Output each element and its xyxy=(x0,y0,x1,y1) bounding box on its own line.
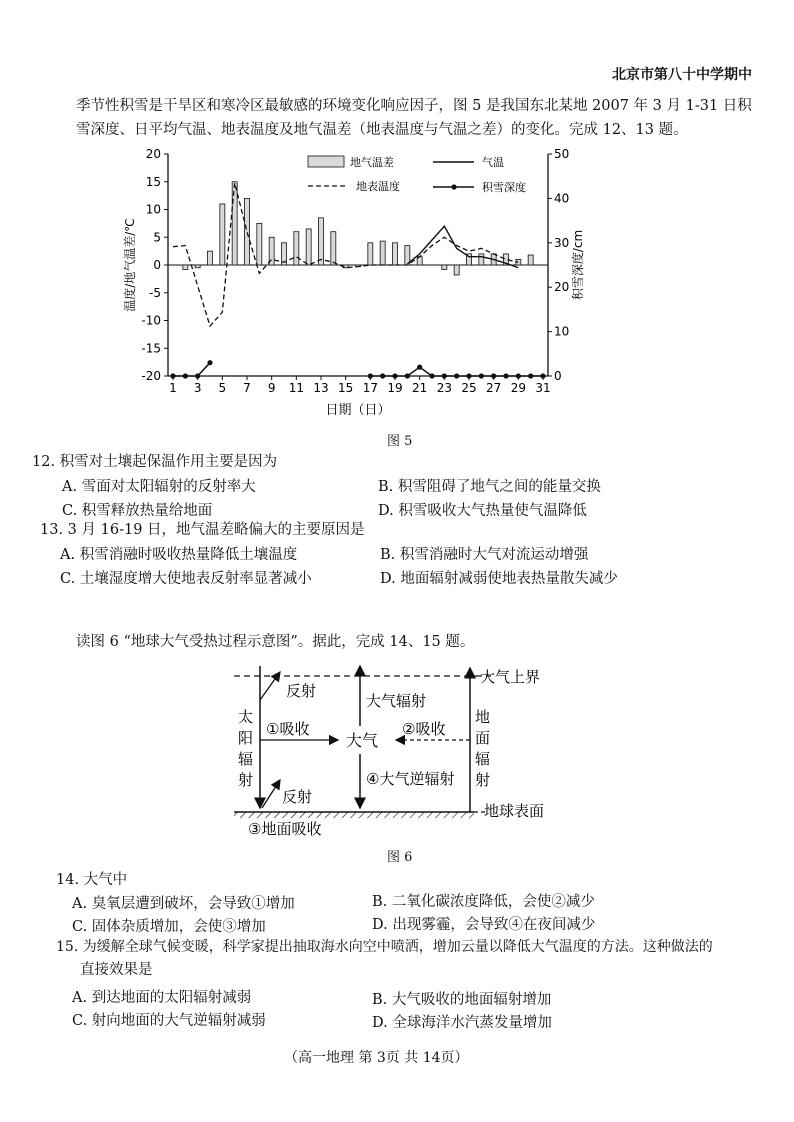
snow-depth-point-day-27 xyxy=(491,373,496,378)
y-tick-label: 0 xyxy=(153,258,161,272)
ground-rad-label-3: 辐 xyxy=(475,750,491,768)
x-tick-label: 3 xyxy=(193,381,202,395)
earth-surface-label: 地球表面 xyxy=(484,802,545,820)
q14-stem: 14. 大气中 xyxy=(56,872,128,888)
snow-depth-point-day-20 xyxy=(405,373,410,378)
figure5-chart xyxy=(118,144,588,426)
x-tick-label: 31 xyxy=(535,381,551,395)
x-tick-label: 23 xyxy=(436,381,452,395)
x-tick-label: 7 xyxy=(243,381,251,395)
q14-option-c: C. 固体杂质增加，会使③增加 xyxy=(72,919,266,935)
x-tick-label: 1 xyxy=(169,381,177,395)
q12-stem: 12. 积雪对土壤起保温作用主要是因为 xyxy=(32,454,278,470)
page-footer: （高一地理 第 3页 共 14页） xyxy=(284,1050,469,1066)
snow-depth-point-day-18 xyxy=(380,373,385,378)
x-axis-label: 日期（日） xyxy=(325,403,391,418)
y2-tick-label: 30 xyxy=(554,235,570,250)
top-reflection-arrow xyxy=(260,672,280,700)
bar-diff-day-13 xyxy=(319,218,324,265)
bar-diff-day-24 xyxy=(454,265,459,275)
atmosphere-top-label: 大气上界 xyxy=(480,668,541,686)
snow-depth-point-day-22 xyxy=(429,373,434,378)
center-atmosphere-label: 大气 xyxy=(346,731,379,750)
bar-diff-day-11 xyxy=(294,232,299,265)
y2-tick-label: 20 xyxy=(554,280,570,295)
bar-diff-day-2 xyxy=(183,265,188,269)
bar-diff-day-8 xyxy=(257,223,262,265)
q15-option-d: D. 全球海洋水汽蒸发量增加 xyxy=(372,1015,552,1031)
bottom-reflection-arrow xyxy=(262,780,280,808)
ground-rad-label-4: 射 xyxy=(475,771,491,789)
snow-depth-point-day-29 xyxy=(516,373,521,378)
bar-diff-day-17 xyxy=(368,243,373,265)
school-name: 北京市第八十中学期中 xyxy=(612,67,752,83)
snow-depth-point-day-21 xyxy=(417,365,422,370)
y2-tick-label: 0 xyxy=(554,369,562,383)
y-tick-label: 20 xyxy=(145,147,161,161)
q14-option-b: B. 二氧化碳浓度降低，会使②减少 xyxy=(372,894,595,910)
solar-label-4: 射 xyxy=(238,771,254,789)
bar-diff-day-19 xyxy=(393,243,398,265)
bar-diff-day-30 xyxy=(528,255,533,265)
q12-option-a: A. 雪面对太阳辐射的反射率大 xyxy=(62,479,256,495)
figure6-caption: 图 6 xyxy=(387,850,413,865)
y-tick-label: -15 xyxy=(141,341,161,356)
y-tick-label: 5 xyxy=(153,230,161,245)
bar-diff-day-12 xyxy=(306,229,311,265)
ground-absorb-label: ③地面吸收 xyxy=(248,820,322,838)
snow-depth-point-day-31 xyxy=(540,373,545,378)
q12-option-d: D. 积雪吸收大气热量使气温降低 xyxy=(378,503,587,519)
solar-label-2: 阳 xyxy=(238,729,254,747)
snow-depth-point-day-30 xyxy=(528,373,533,378)
q15-stem-1: 15. 为缓解全球气候变暖，科学家提出抽取海水向空中喷洒，增加云量以降低大气温度的方法。这种做法的 xyxy=(56,939,713,955)
q12-option-c: C. 积雪释放热量给地面 xyxy=(62,503,213,519)
snow-depth-point-day-2 xyxy=(183,373,188,378)
legend-marker-snow xyxy=(451,184,456,189)
q15-option-a: A. 到达地面的太阳辐射减弱 xyxy=(72,990,252,1006)
bar-diff-day-7 xyxy=(245,198,250,265)
x-tick-label: 17 xyxy=(362,381,378,395)
x-tick-label: 15 xyxy=(338,381,354,395)
snow-depth-point-day-3 xyxy=(195,373,200,378)
legend-label-air: 气温 xyxy=(482,156,504,169)
x-tick-label: 21 xyxy=(412,381,428,395)
y2-tick-label: 40 xyxy=(554,191,570,206)
y2-axis-label: 积雪深度/cm xyxy=(571,229,585,301)
y-tick-label: 15 xyxy=(145,174,161,189)
snow-depth-point-day-1 xyxy=(170,373,175,378)
solar-label-3: 辐 xyxy=(238,750,254,768)
snow-depth-point-day-17 xyxy=(368,373,373,378)
absorb1-label: ①吸收 xyxy=(266,720,310,738)
y-axis-label: 温度/地气温差/℃ xyxy=(123,218,137,312)
figure5-caption: 图 5 xyxy=(387,434,413,449)
q13-option-b: B. 积雪消融时大气对流运动增强 xyxy=(380,547,589,563)
x-tick-label: 11 xyxy=(288,381,304,395)
y-tick-label: -20 xyxy=(141,369,161,383)
atm-radiation-label: 大气辐射 xyxy=(366,692,427,710)
x-tick-label: 9 xyxy=(267,381,276,395)
bar-diff-day-4 xyxy=(208,251,213,265)
intro-line-1: 季节性积雪是干旱区和寒冷区最敏感的环境变化响应因子，图 5 是我国东北某地 2007 年 3 月 1-31 日积 xyxy=(76,98,752,114)
q15-option-b: B. 大气吸收的地面辐射增加 xyxy=(372,992,552,1008)
snow-depth-point-day-4 xyxy=(207,360,212,365)
x-tick-label: 19 xyxy=(387,381,403,395)
legend-swatch-diff xyxy=(308,156,344,167)
q13-option-a: A. 积雪消融时吸收热量降低土壤温度 xyxy=(60,547,298,563)
legend-label-surface: 地表温度 xyxy=(356,180,400,193)
q13-stem: 13. 3 月 16-19 日，地气温差略偏大的主要原因是 xyxy=(40,522,365,538)
line-snow-depth-early xyxy=(173,363,210,376)
bar-diff-day-5 xyxy=(220,204,225,265)
q14-option-a: A. 臭氧层遭到破坏，会导致①增加 xyxy=(72,896,295,912)
q12-option-b: B. 积雪阻碍了地气之间的能量交换 xyxy=(378,479,601,495)
absorb2-label: ②吸收 xyxy=(402,720,446,738)
bar-diff-day-3 xyxy=(195,265,200,268)
bar-diff-day-14 xyxy=(331,232,336,265)
snow-depth-point-day-24 xyxy=(454,373,459,378)
snow-depth-point-day-19 xyxy=(392,373,397,378)
snow-depth-point-day-23 xyxy=(442,373,447,378)
bar-diff-day-18 xyxy=(380,241,385,265)
x-tick-label: 13 xyxy=(313,381,329,395)
legend-label-diff: 地气温差 xyxy=(350,156,394,169)
y2-tick-label: 50 xyxy=(554,147,570,161)
y-tick-label: -10 xyxy=(141,313,161,328)
solar-label-1: 太 xyxy=(238,708,254,726)
x-tick-label: 5 xyxy=(218,381,227,395)
snow-depth-point-day-25 xyxy=(466,373,471,378)
intro2: 读图 6 “地球大气受热过程示意图”。据此，完成 14、15 题。 xyxy=(76,634,475,650)
y-tick-label: 10 xyxy=(145,202,161,217)
q14-option-d: D. 出现雾霾，会导致④在夜间减少 xyxy=(372,917,596,933)
figure6-diagram xyxy=(226,662,596,840)
q13-option-c: C. 土壤湿度增大使地表反射率显著减小 xyxy=(60,571,312,587)
reflect-bottom-label: 反射 xyxy=(282,788,313,806)
bar-diff-day-6 xyxy=(232,182,237,265)
x-tick-label: 25 xyxy=(461,381,477,395)
bar-diff-day-23 xyxy=(442,265,447,269)
snow-depth-point-day-28 xyxy=(503,373,508,378)
intro-line-2: 雪深度、日平均气温、地表温度及地气温差（地表温度与气温之差）的变化。完成 12、13 题。 xyxy=(76,122,688,138)
y2-tick-label: 10 xyxy=(554,324,570,339)
q13-option-d: D. 地面辐射减弱使地表热量散失减少 xyxy=(380,571,618,587)
line-air-temp xyxy=(407,226,518,268)
bar-diff-day-26 xyxy=(479,254,484,265)
x-tick-label: 27 xyxy=(486,381,502,395)
counter-radiation-label: ④大气逆辐射 xyxy=(366,770,455,788)
ground-rad-label-1: 地 xyxy=(475,708,491,726)
q15-stem-2: 直接效果是 xyxy=(80,962,153,978)
ground-hatch xyxy=(234,812,474,818)
reflect-top-label: 反射 xyxy=(286,682,317,700)
legend-label-snow: 积雪深度 xyxy=(482,181,526,194)
q15-option-c: C. 射向地面的大气逆辐射减弱 xyxy=(72,1013,266,1029)
ground-rad-label-2: 面 xyxy=(475,729,491,747)
snow-depth-point-day-26 xyxy=(479,373,484,378)
y-tick-label: -5 xyxy=(149,285,161,300)
x-tick-label: 29 xyxy=(510,381,526,395)
